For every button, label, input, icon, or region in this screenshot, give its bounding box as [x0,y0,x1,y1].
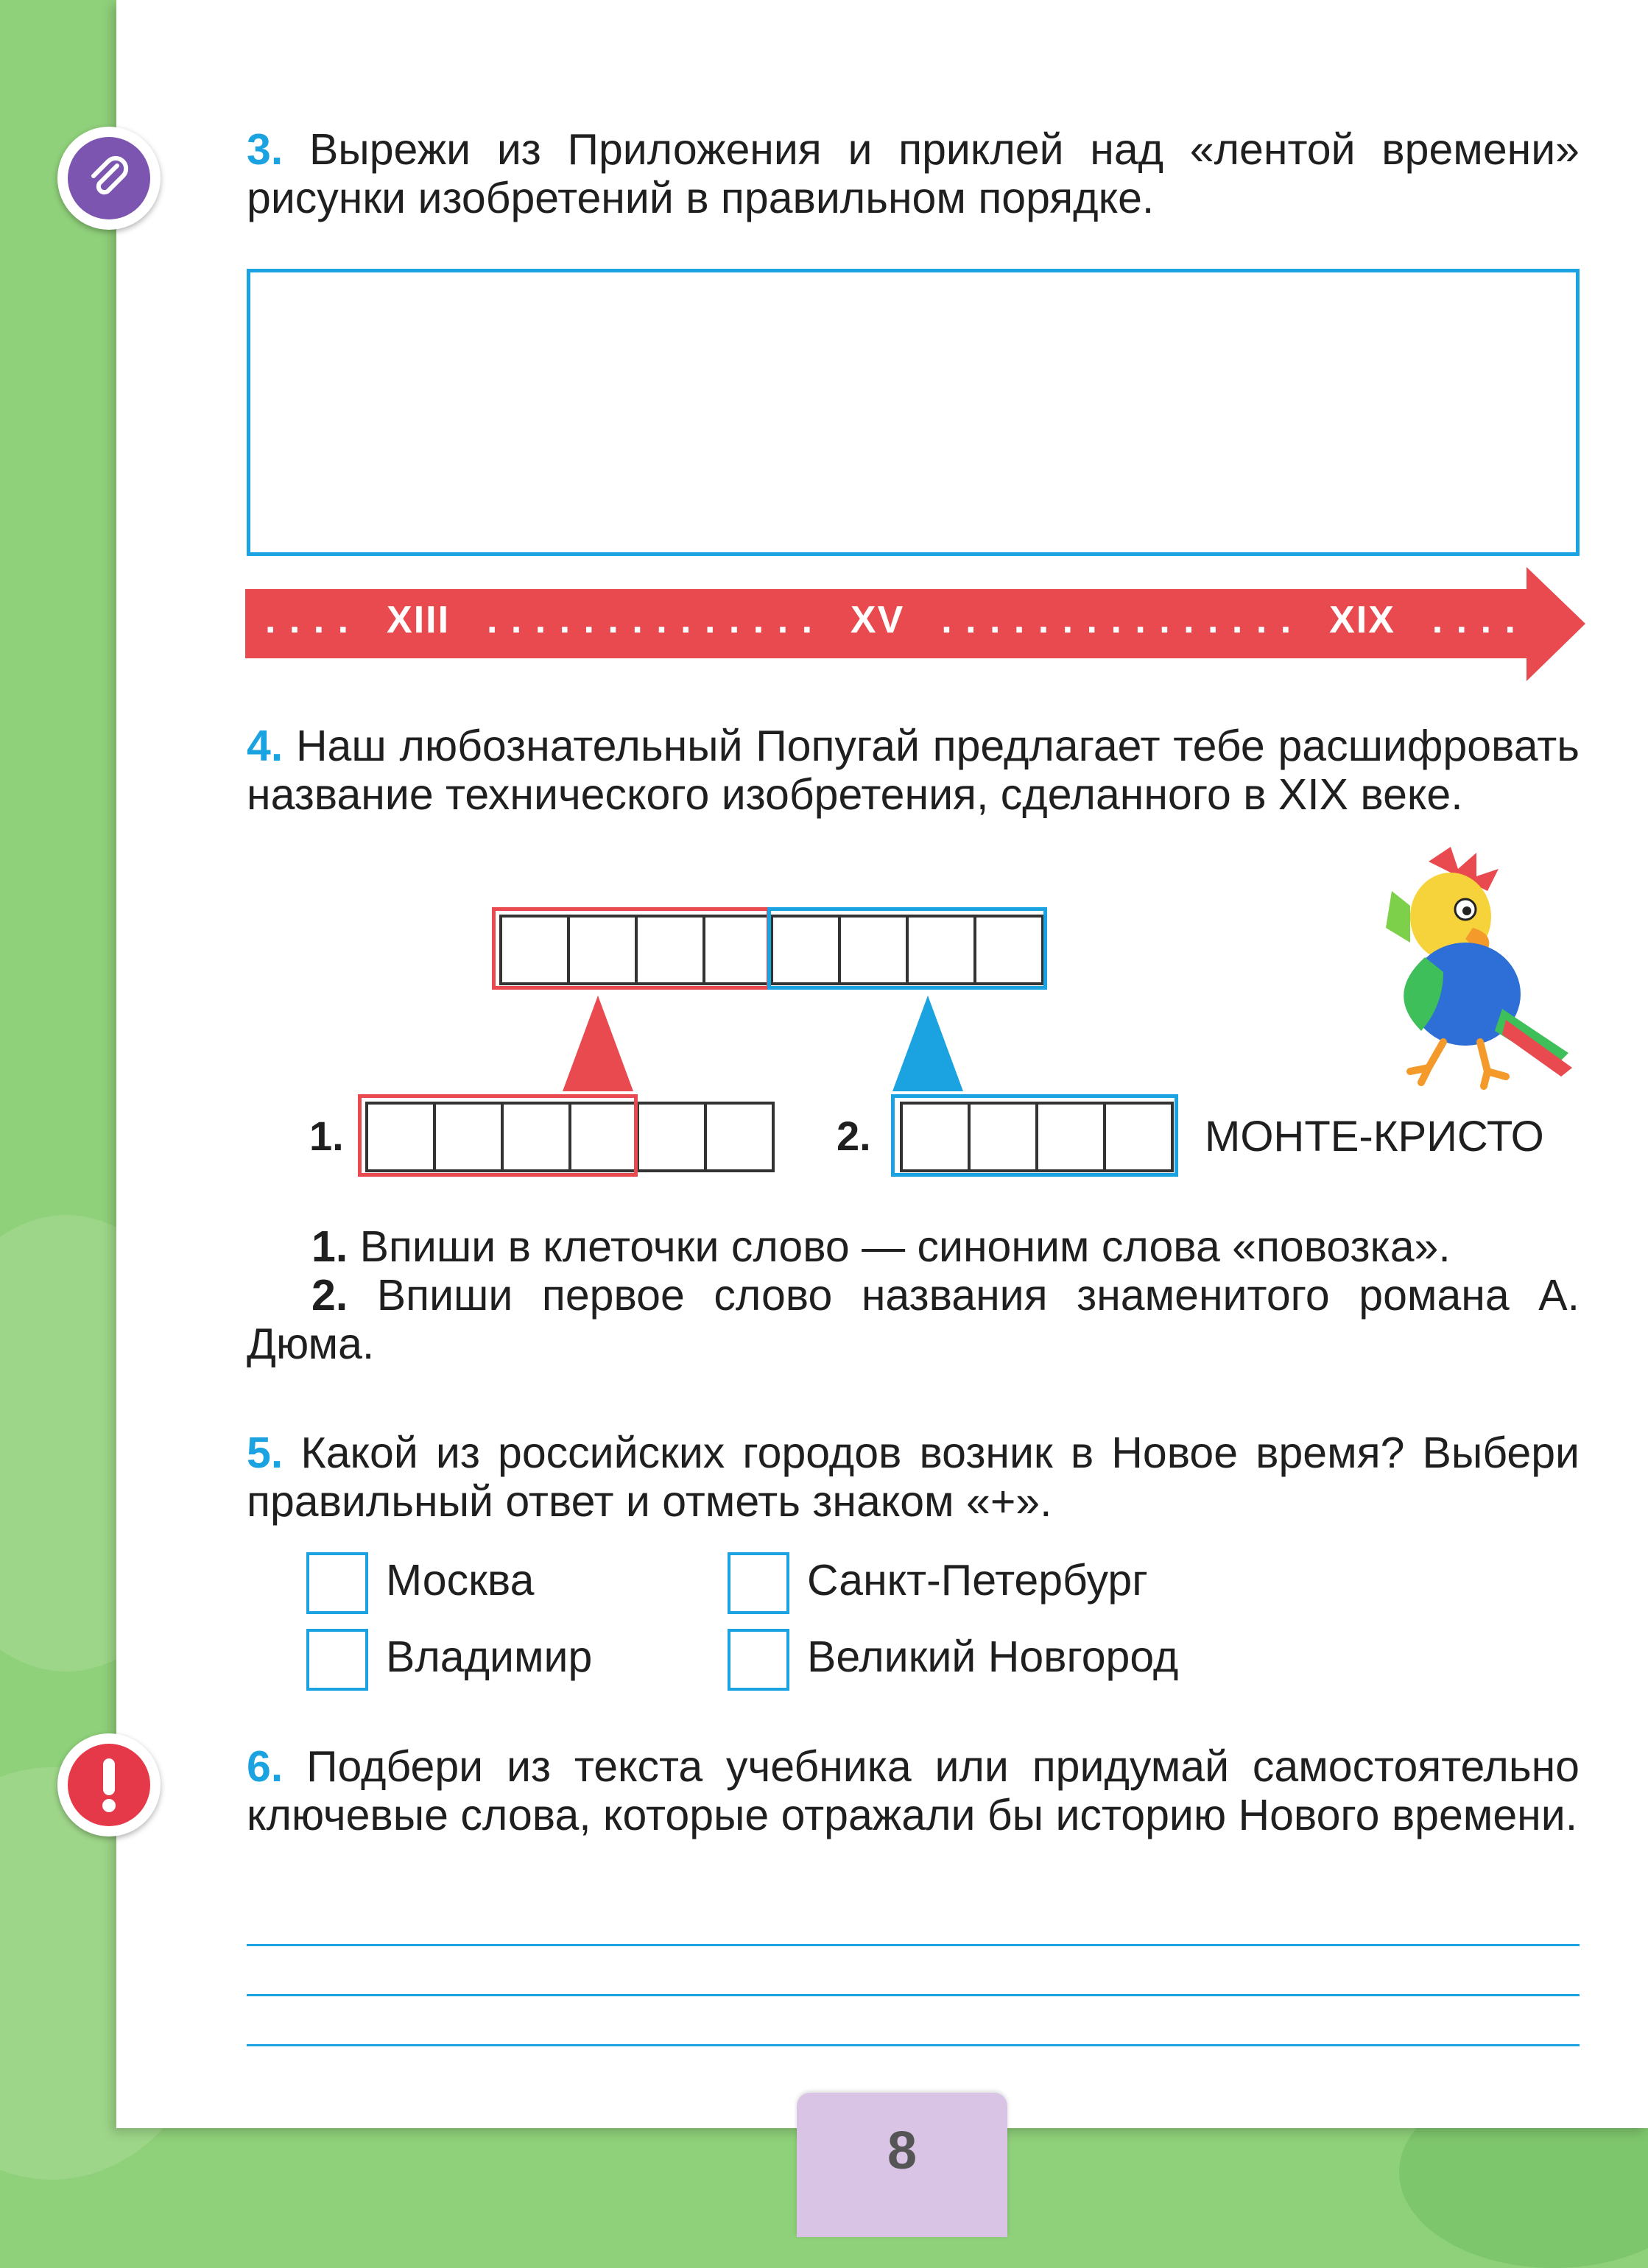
option-vladimir: Владимир [386,1633,593,1681]
timeline-century-xv: XV [850,599,905,641]
timeline-labels [265,598,1517,642]
red-highlight-word1 [358,1094,638,1177]
red-highlight-top [492,907,770,990]
blue-highlight-top [767,907,1047,990]
task5-body: Какой из российских городов возник в Новое время? Выбери правильный ответ и отметь знаком «+». [247,1429,1580,1526]
task5-text [247,1429,1580,1526]
task4-text [247,722,1580,819]
checkbox-velikiy-novgorod[interactable] [728,1629,789,1691]
task3-picture-area[interactable] [247,269,1580,556]
task3-text [247,125,1580,222]
option-sankt-peterburg: Санкт-Петербург [807,1556,1148,1605]
paperclip-icon [83,152,135,204]
option-velikiy-novgorod: Великий Новгород [807,1633,1179,1681]
timeline-century-xiii: XIII [387,599,451,641]
word2-suffix: МОНТЕ-КРИСТО [1205,1113,1544,1161]
sub2-number: 2. [311,1271,348,1320]
checkbox-vladimir[interactable] [306,1629,368,1691]
timeline-dots: . . . . [1432,599,1517,641]
task6-body: Подбери из текста учебника или придумай самостоятельно ключевые слова, которые отражали бы историю Нового времени. [247,1742,1580,1839]
option-moskva: Москва [386,1556,535,1605]
page-number: 8 [887,2121,918,2180]
task6-badge [57,1733,161,1836]
timeline-dots: . . . . . . . . . . . . . . . [941,599,1293,641]
timeline-dots: . . . . [265,599,351,641]
task6-text [247,1742,1580,1839]
task4-number: 4. [247,722,284,770]
sub1-text: Впиши в клеточки слово — синоним слова «повозка». [359,1222,1451,1271]
checkbox-moskva[interactable] [306,1552,368,1614]
task3-body: Вырежи из Приложения и приклей над «лентой времени» рисунки изобретений в правильном порядке. [247,125,1580,222]
answer-line[interactable] [247,1994,1580,1996]
word1-label: 1. [309,1113,344,1159]
word2-label: 2. [837,1113,871,1159]
parrot-illustration [1340,847,1576,1090]
exclamation-icon [94,1755,124,1814]
task3-badge [57,127,161,230]
timeline-dots: . . . . . . . . . . . . . . [486,599,814,641]
page-number-tab [797,2093,1007,2237]
answer-line[interactable] [247,1944,1580,1946]
task3-number: 3. [247,125,284,174]
blue-pointer-triangle [892,996,963,1091]
checkbox-sankt-peterburg[interactable] [728,1552,789,1614]
task5-number: 5. [247,1429,284,1477]
word1-cell[interactable] [639,1105,707,1169]
task4-sub2 [247,1271,1580,1368]
answer-line[interactable] [247,2044,1580,2046]
sub1-number: 1. [311,1222,348,1271]
red-pointer-triangle [563,996,633,1091]
task4-sub1 [247,1222,1580,1271]
sub2-text: Впиши первое слово названия знаменитого романа А. Дюма. [247,1271,1580,1368]
task6-number: 6. [247,1742,284,1791]
word1-cell[interactable] [707,1105,772,1169]
blue-highlight-word2 [891,1094,1178,1177]
timeline-century-xix: XIX [1329,599,1395,641]
task4-body: Наш любознательный Попугай предлагает тебе расшифровать название технического изобретения, сделанного в XIX веке. [247,722,1580,819]
